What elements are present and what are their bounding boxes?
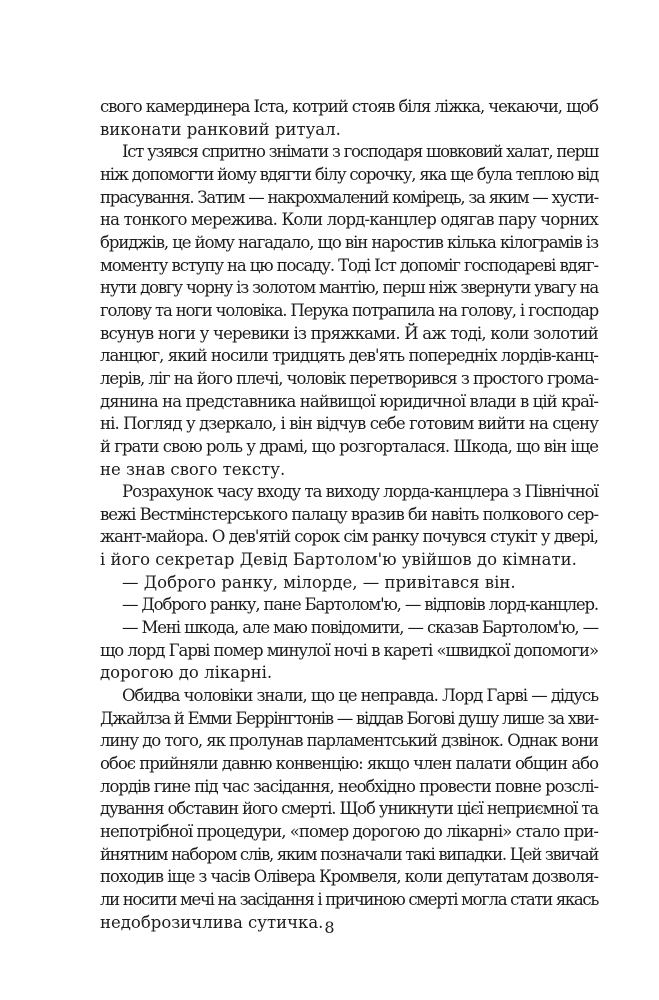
text-line: Джайлза й Емми Беррінгтонів — віддав Богові душу лише за хви- bbox=[100, 708, 599, 728]
text-line: — Доброго ранку, пане Бартолом'ю, — відповів лорд-канцлер. bbox=[122, 595, 599, 615]
paragraph bbox=[100, 594, 598, 617]
text-line: свого камердинера Іста, котрий стояв біля ліжка, чекаючи, щоб bbox=[100, 97, 599, 116]
text-line: на тонкого мережива. Коли лорд-канцлер одягав пару чорних bbox=[100, 210, 598, 230]
text-line: лину до того, як пролунав парламентський дзвінок. Однак вони bbox=[100, 731, 599, 751]
text-line: походив іще з часів Олівера Кромвеля, коли депутатам дозволя- bbox=[100, 867, 599, 887]
text-line: дування обставин його смерті. Щоб уникнути цієї неприємної та bbox=[100, 799, 598, 819]
text-line: дянина на представника найвищої юридичної влади в цій краї- bbox=[100, 391, 598, 411]
text-line: нути довгу чорну із золотом мантію, перш ніж звернути увагу на bbox=[100, 278, 599, 298]
text-line: непотрібної процедури, «помер дорогою до лікарні» стало при- bbox=[100, 822, 598, 841]
text-line: ланцюг, який носили тридцять дев'ять попередніх лордів-канц- bbox=[100, 346, 598, 366]
paragraph bbox=[100, 617, 598, 685]
text-line: Розрахунок часу входу та виходу лорда-канцлера з Північної bbox=[122, 482, 598, 502]
text-line: Обидва чоловіки знали, що це неправда. Лорд Гарві — дідусь bbox=[122, 686, 599, 706]
text-line: ли носити мечі на засідання і причиною смерті могла стати якась bbox=[100, 889, 599, 909]
text-line: Іст узявся спритно знімати з господаря шовковий халат, перш bbox=[122, 142, 598, 162]
text-line: моменту вступу на цю посаду. Тоді Іст допоміг господареві вдяг- bbox=[100, 255, 598, 275]
paragraph bbox=[100, 96, 598, 141]
text-line: ні. Погляд у дзеркало, і він відчув себе готовим вийти на сцену bbox=[100, 414, 598, 434]
text-line: лордів гине під час засідання, необхідно провести повне розслі- bbox=[100, 776, 598, 796]
text-line: лерів, ліг на його плечі, чоловік перетворився з простого грома- bbox=[100, 368, 598, 388]
body-text bbox=[100, 96, 598, 934]
text-line: вежі Вестмінстерського палацу вразив би навіть полкового сер- bbox=[100, 504, 599, 524]
paragraph bbox=[100, 572, 598, 595]
text-line: що лорд Гарві помер минулої ночі в кареті «швидкої допомоги» bbox=[100, 640, 599, 660]
text-line: голову та ноги чоловіка. Перука потрапила на голову, і господар bbox=[100, 300, 598, 320]
paragraph bbox=[100, 481, 598, 572]
page-number: 8 bbox=[324, 918, 335, 937]
text-line: жант-майора. О дев'ятій сорок сім ранку почувся стукіт у двері, bbox=[100, 527, 598, 547]
text-line: всунув ноги у черевики із пряжками. Й аж тоді, коли золотий bbox=[100, 323, 599, 343]
text-line: не знав свого тексту. bbox=[100, 459, 286, 479]
text-line: й грати свою роль у драмі, що розгорталася. Шкода, що він іще bbox=[100, 436, 598, 456]
text-line: — Мені шкода, але маю повідомити, — сказав Бартолом'ю, — bbox=[122, 618, 598, 638]
text-line: дорогою до лікарні. bbox=[100, 663, 273, 683]
paragraph bbox=[100, 141, 598, 481]
text-line: — Доброго ранку, мілорде, — привітався він. bbox=[122, 572, 516, 592]
text-line: виконати ранковий ритуал. bbox=[100, 119, 341, 139]
text-line: прасування. Затим — накрохмалений комірець, за яким — хусти- bbox=[100, 187, 599, 207]
text-line: ніж допомогти йому вдягти білу сорочку, яка ще була теплою від bbox=[100, 164, 599, 184]
text-line: недоброзичлива сутичка. bbox=[100, 912, 324, 932]
text-line: бриджів, це йому нагадало, що він наростив кілька кілограмів із bbox=[100, 232, 599, 252]
text-line: і його секретар Девід Бартолом'ю увійшов до кімнати. bbox=[100, 550, 577, 570]
paragraph bbox=[100, 685, 598, 934]
text-line: йнятним набором слів, яким позначали такі випадки. Цей звичай bbox=[100, 844, 599, 864]
text-line: обоє прийняли давню конвенцію: якщо член палати общин або bbox=[100, 754, 599, 774]
